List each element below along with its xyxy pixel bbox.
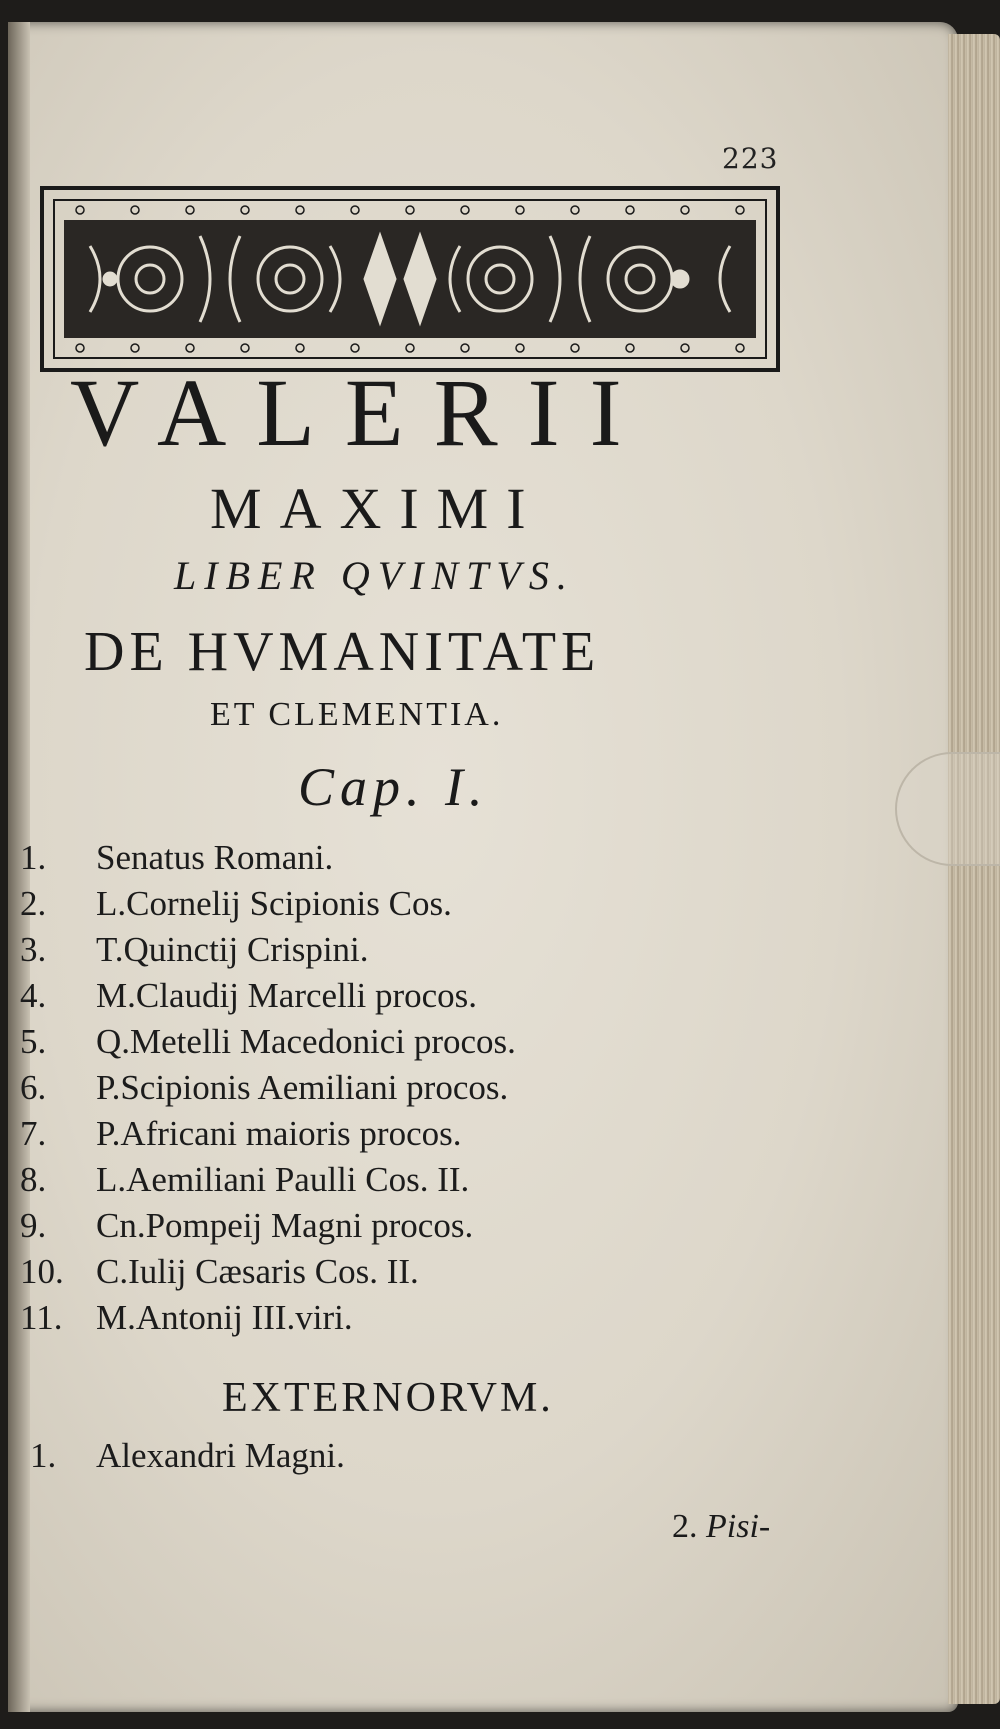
ornamental-headpiece — [40, 186, 780, 372]
catchword — [672, 1508, 770, 1546]
entry-text: T.Quinctij Crispini. — [96, 930, 369, 969]
entry-text: Cn.Pompeij Magni procos. — [96, 1206, 474, 1245]
list-item — [20, 1252, 720, 1298]
entry-text: Senatus Romani. — [96, 838, 334, 877]
chapter-heading: Cap. I. — [298, 757, 489, 817]
catchword-number: 2. — [672, 1508, 698, 1545]
entry-text: Alexandri Magni. — [96, 1436, 345, 1475]
entry-text: M.Claudij Marcelli procos. — [96, 976, 478, 1015]
list-item — [20, 1298, 720, 1344]
page-clip — [895, 752, 1000, 866]
list-item — [20, 884, 720, 930]
entry-number: 1. — [30, 1436, 57, 1475]
entry-text: C.Iulij Cæsaris Cos. II. — [96, 1252, 419, 1291]
entry-number: 8. — [20, 1160, 47, 1199]
entry-number: 6. — [20, 1068, 47, 1107]
entry-number: 10. — [20, 1252, 64, 1291]
list-item — [20, 1022, 720, 1068]
entry-number: 4. — [20, 976, 47, 1015]
author-name-line1: VALERII — [70, 359, 652, 466]
entry-text: M.Antonij III.viri. — [96, 1298, 353, 1337]
list-item — [20, 838, 720, 884]
page-edges — [948, 34, 1000, 1704]
list-item — [20, 1206, 720, 1252]
list-item — [20, 1160, 720, 1206]
entry-number: 7. — [20, 1114, 47, 1153]
entry-number: 3. — [20, 930, 47, 969]
catchword-text: Pisi- — [706, 1508, 771, 1545]
list-item — [20, 1068, 720, 1114]
entry-number: 1. — [20, 838, 47, 877]
entry-number: 11. — [20, 1298, 63, 1337]
list-item — [20, 1436, 620, 1482]
topic-heading-line2: ET CLEMENTIA. — [210, 696, 504, 733]
entry-text: L.Aemiliani Paulli Cos. II. — [96, 1160, 470, 1199]
entry-text: Q.Metelli Macedonici procos. — [96, 1022, 516, 1061]
chapter-entries — [20, 838, 720, 1344]
topic-heading-line1: DE HVMANITATE — [84, 621, 601, 683]
list-item — [20, 976, 720, 1022]
page-number: 223 — [722, 142, 779, 175]
author-name-line2: MAXIMI — [210, 476, 544, 541]
entry-text: P.Africani maioris procos. — [96, 1114, 462, 1153]
entry-number: 5. — [20, 1022, 47, 1061]
entry-number: 2. — [20, 884, 47, 923]
list-item — [20, 930, 720, 976]
book-heading: LIBER QVINTVS. — [174, 553, 575, 598]
entry-text: P.Scipionis Aemiliani procos. — [96, 1068, 509, 1107]
entry-text: L.Cornelij Scipionis Cos. — [96, 884, 452, 923]
entry-number: 9. — [20, 1206, 47, 1245]
list-item — [20, 1114, 720, 1160]
external-heading: EXTERNORVM. — [222, 1375, 554, 1421]
